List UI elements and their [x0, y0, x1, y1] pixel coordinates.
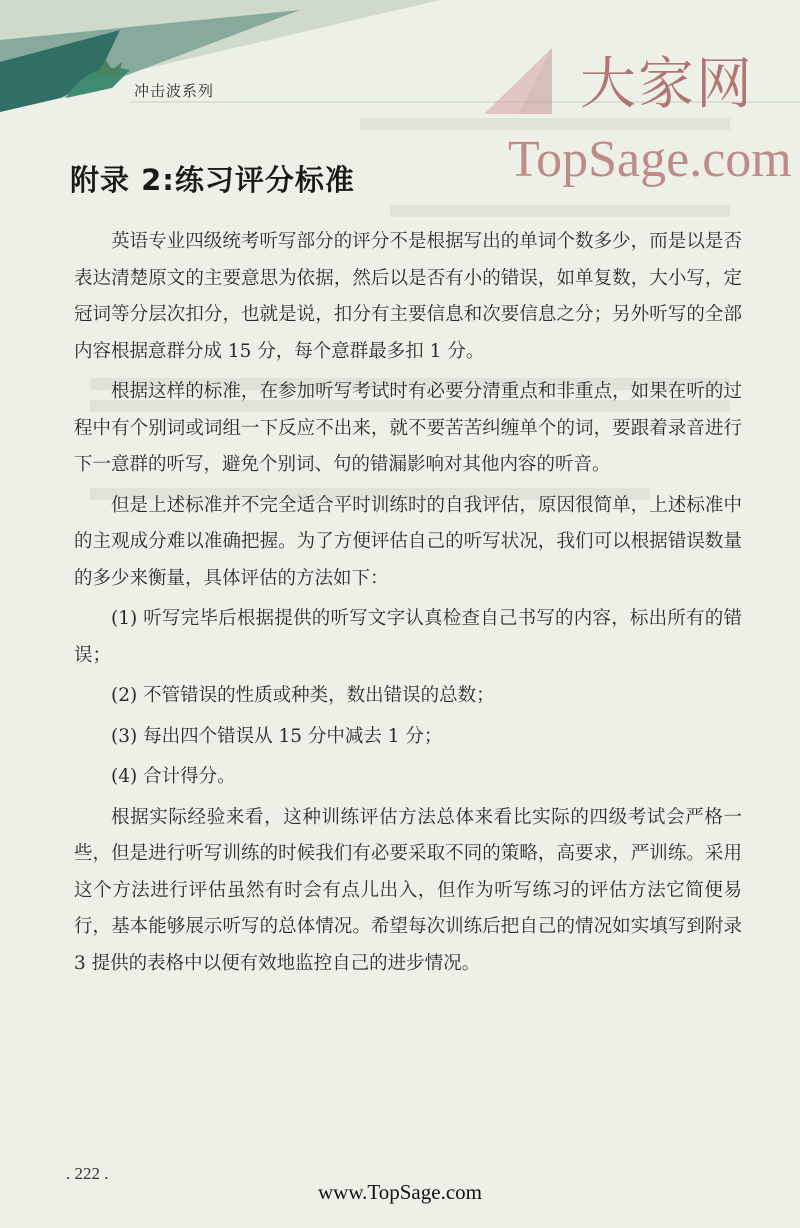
series-label: 冲击波系列	[134, 82, 215, 100]
step-item: (2) 不管错误的性质或种类，数出错误的总数；	[111, 685, 495, 706]
paragraph: 英语专业四级统考听写部分的评分不是根据写出的单词个数多少，而是以是否表达清楚原文的主要意思为依据，然后以是否有小的错误，如单复数，大小写，定冠词等分层次扣分，也就是说，扣分有主要信息和次要信息之分；另外听写的全部内容根据意群分成 15 分，每个意群最多扣 1 分。	[74, 231, 742, 362]
bleed-through-line	[390, 205, 730, 217]
watermark-english: TopSage.com	[508, 131, 792, 188]
watermark-logo-icon	[478, 44, 558, 118]
watermark-chinese: 大家网	[580, 52, 754, 117]
bleed-through-line	[360, 118, 730, 130]
step-item: (1) 听写完毕后根据提供的听写文字认真检查自己书写的内容，标出所有的错误；	[74, 608, 742, 666]
paragraph: 根据实际经验来看，这种训练评估方法总体来看比实际的四级考试会严格一些，但是进行听写训练的时候我们有必要采取不同的策略，高要求，严训练。采用这个方法进行评估虽然有时会有点儿出入，但作为听写练习的评估方法它简便易行，基本能够展示听写的总体情况。希望每次训练后把自己的情况如实填写到附录 3 提供的表格中以便有效地监控自己的进步情况。	[74, 806, 742, 974]
page-number: . 222 .	[66, 1164, 109, 1183]
step-item: (3) 每出四个错误从 15 分中减去 1 分；	[111, 725, 443, 747]
step-item: (4) 合计得分。	[111, 766, 236, 787]
paragraph: 但是上述标准并不完全适合平时训练时的自我评估，原因很简单，上述标准中的主观成分难以准确把握。为了方便评估自己的听写状况，我们可以根据错误数量的多少来衡量，具体评估的方法如下：	[74, 494, 742, 589]
paragraph: 根据这样的标准，在参加听写考试时有必要分清重点和非重点，如果在听的过程中有个别词或词组一下反应不出来，就不要苦苦纠缠单个的词，要跟着录音进行下一意群的听写，避免个别词、句的错漏影响对其他内容的听音。	[74, 381, 742, 475]
body-text	[74, 224, 742, 986]
footer-url[interactable]: www.TopSage.com	[318, 1180, 482, 1204]
appendix-title: 附录 2:练习评分标准	[70, 163, 355, 197]
